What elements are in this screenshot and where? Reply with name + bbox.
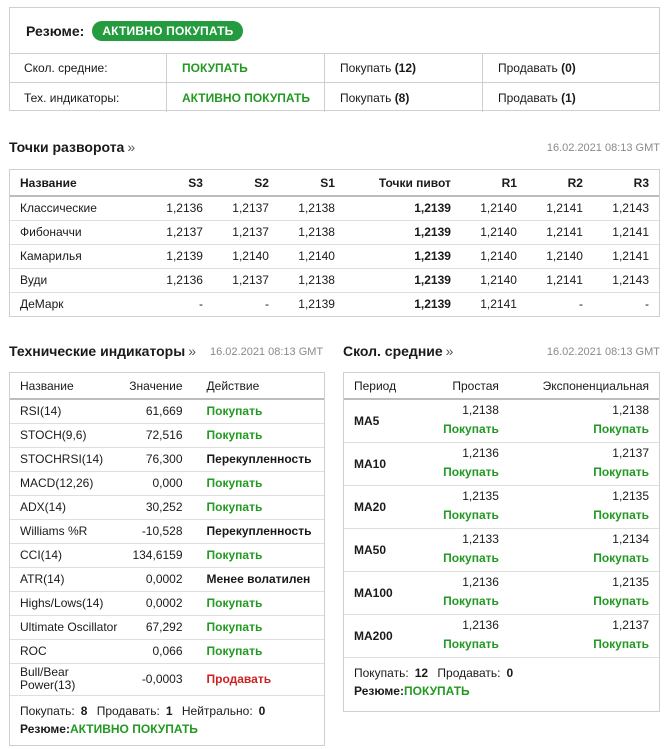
table-row	[10, 615, 324, 639]
ma-footer-summary	[354, 682, 649, 700]
ma-simple-action: Покупать	[443, 551, 499, 565]
col-exponential: Экспоненциальная	[509, 373, 659, 399]
col-action: Действие	[197, 373, 324, 399]
tech-indicators-table	[9, 372, 325, 746]
ma-exp-value: 1,2137	[612, 446, 649, 460]
pivot-cell: 1,2140	[213, 244, 279, 268]
pivot-cell: 1,2140	[461, 220, 527, 244]
table-row	[10, 196, 659, 220]
ma-exp-value: 1,2135	[612, 575, 649, 589]
table-row	[344, 399, 659, 442]
summary-row-name: Тех. индикаторы:	[10, 83, 167, 112]
pivot-cell: Фибоначчи	[10, 220, 147, 244]
indicator-action: Покупать	[197, 399, 324, 423]
ma-exp	[509, 399, 659, 442]
buy-label: Покупать:	[20, 703, 75, 718]
summary-row-name: Скол. средние:	[10, 54, 167, 82]
ma-period: MA100	[344, 571, 424, 614]
ma-simple	[424, 614, 509, 657]
ma-exp	[509, 442, 659, 485]
pivot-cell: 1,2143	[593, 268, 659, 292]
summary-row-sell	[483, 54, 659, 82]
table-row	[10, 399, 324, 423]
indicator-value: 134,6159	[122, 543, 197, 567]
buy-count: (12)	[394, 61, 417, 75]
ma-simple	[424, 528, 509, 571]
indicator-name: Ultimate Oscillator	[10, 615, 122, 639]
pivot-cell: Классические	[10, 196, 147, 220]
summary-header	[10, 8, 659, 54]
pivot-cell: 1,2139	[147, 244, 213, 268]
indicator-name: STOCHRSI(14)	[10, 447, 122, 471]
ma-exp	[509, 571, 659, 614]
table-row	[10, 292, 659, 316]
moving-averages-table	[343, 372, 660, 712]
summary-row-sell	[483, 83, 659, 112]
col-r2: R2	[527, 170, 593, 196]
indicator-name: ADX(14)	[10, 495, 122, 519]
tech-timestamp: 16.02.2021 08:13 GMT	[210, 346, 324, 358]
indicator-action: Перекупленность	[197, 519, 324, 543]
pivot-cell: -	[645, 297, 649, 312]
pivot-cell: 1,2140	[461, 268, 527, 292]
ma-header-row	[344, 373, 659, 399]
tech-footer	[10, 696, 324, 738]
pivot-title-text[interactable]: Точки разворота	[9, 139, 125, 155]
table-row	[10, 268, 659, 292]
sell-label: Продавать:	[96, 703, 160, 718]
ma-exp-value: 1,2134	[612, 532, 649, 546]
ma-title-text[interactable]: Скол. средние	[343, 343, 443, 359]
table-row	[10, 519, 324, 543]
pivot-cell: 1,2138	[279, 220, 345, 244]
indicator-name: Highs/Lows(14)	[10, 591, 122, 615]
pivot-cell: 1,2140	[461, 244, 527, 268]
chevron-right-icon[interactable]: »	[445, 343, 454, 359]
col-name: Название	[10, 373, 122, 399]
table-row	[10, 567, 324, 591]
indicator-name: CCI(14)	[10, 543, 122, 567]
ma-title[interactable]	[343, 343, 453, 359]
pivot-cell: Вуди	[10, 268, 147, 292]
ma-footer	[344, 658, 659, 700]
pivot-cell: ДеМарк	[20, 297, 64, 312]
buy-count: 8	[80, 703, 88, 718]
table-row	[10, 495, 324, 519]
ma-simple-action: Покупать	[443, 422, 499, 437]
pivot-cell: 1,2141	[527, 196, 593, 220]
ma-exp-action: Покупать	[593, 594, 649, 608]
neutral-count: 0	[258, 703, 266, 718]
pivot-cell: 1,2140	[461, 196, 527, 220]
pivot-cell: 1,2139	[345, 244, 461, 268]
indicator-action: Перекупленность	[197, 447, 324, 471]
ma-exp	[509, 528, 659, 571]
pivot-cell: 1,2141	[480, 297, 517, 312]
summary-label: Резюме:	[20, 721, 70, 736]
indicator-name: ROC	[10, 639, 122, 663]
table-row	[344, 614, 659, 657]
tech-footer-summary	[20, 720, 314, 738]
col-s2: S2	[213, 170, 279, 196]
ma-simple-value: 1,2136	[462, 446, 499, 460]
chevron-right-icon[interactable]: »	[188, 343, 196, 359]
table-row	[10, 591, 324, 615]
chevron-right-icon[interactable]: »	[127, 139, 136, 155]
indicator-value: 0,0002	[122, 591, 197, 615]
indicator-value: 0,000	[122, 471, 197, 495]
sell-label: Продавать	[498, 61, 558, 75]
indicator-value: -10,528	[122, 519, 197, 543]
buy-count: 12	[414, 665, 429, 680]
sell-count: (1)	[561, 90, 576, 105]
sell-label: Продавать:	[437, 665, 501, 680]
buy-count: (8)	[394, 90, 410, 105]
pivot-table	[9, 169, 660, 317]
table-row	[10, 663, 324, 695]
ma-period: MA10	[344, 442, 424, 485]
sell-label: Продавать	[498, 90, 558, 105]
pivot-cell: -	[578, 297, 583, 312]
ma-period: MA50	[344, 528, 424, 571]
ma-simple-action: Покупать	[443, 594, 499, 608]
table-row	[10, 423, 324, 447]
col-pivot: Точки пивот	[345, 170, 461, 196]
ma-simple	[424, 571, 509, 614]
tech-title[interactable]	[9, 343, 196, 359]
table-row	[344, 571, 659, 614]
summary-row-signal: ПОКУПАТЬ	[167, 54, 325, 82]
pivot-cell: 1,2139	[345, 268, 461, 292]
ma-timestamp: 16.02.2021 08:13 GMT	[546, 346, 660, 358]
ma-exp-action: Покупать	[593, 465, 649, 479]
indicator-action: Продавать	[197, 663, 324, 695]
indicator-action: Покупать	[197, 639, 324, 663]
pivot-cell: 1,2139	[345, 196, 461, 220]
col-r1: R1	[461, 170, 527, 196]
col-s1: S1	[279, 170, 345, 196]
indicator-action: Покупать	[197, 591, 324, 615]
pivot-cell: -	[198, 297, 203, 312]
col-period: Период	[344, 373, 424, 399]
summary-label: Резюме:	[26, 22, 85, 39]
pivot-cell: 1,2137	[147, 220, 213, 244]
table-row	[10, 447, 324, 471]
buy-label: Покупать	[340, 61, 392, 75]
table-row	[344, 485, 659, 528]
summary-box	[9, 7, 660, 111]
buy-label: Покупать	[340, 90, 392, 105]
summary-row-tech	[10, 83, 659, 112]
pivot-timestamp: 16.02.2021 08:13 GMT	[546, 142, 660, 154]
pivot-cell: 1,2137	[213, 220, 279, 244]
summary-row-buy	[325, 83, 483, 112]
pivot-cell: 1,2137	[213, 268, 279, 292]
ma-period: MA5	[344, 399, 424, 442]
pivot-cell: 1,2138	[279, 268, 345, 292]
pivot-cell: 1,2137	[213, 196, 279, 220]
tech-title-text[interactable]: Технические индикаторы	[9, 343, 186, 359]
indicator-action: Менее волатилен	[197, 567, 324, 591]
ma-exp-action: Покупать	[593, 422, 649, 437]
sell-count: 1	[165, 703, 173, 718]
col-s3: S3	[147, 170, 213, 196]
pivot-cell: 1,2141	[593, 244, 659, 268]
ma-simple-value: 1,2133	[462, 532, 499, 546]
pivot-title[interactable]	[9, 139, 135, 155]
col-value: Значение	[122, 373, 197, 399]
summary-badge: АКТИВНО ПОКУПАТЬ	[92, 21, 243, 41]
indicator-name: Bull/Bear Power(13)	[10, 663, 122, 695]
tech-header-row	[10, 373, 324, 399]
pivot-cell: Камарилья	[10, 244, 147, 268]
pivot-cell: 1,2139	[345, 220, 461, 244]
pivot-cell: 1,2141	[527, 268, 593, 292]
indicator-value: 30,252	[122, 495, 197, 519]
indicator-value: 76,300	[122, 447, 197, 471]
indicator-action: Покупать	[197, 471, 324, 495]
ma-simple-value: 1,2135	[462, 489, 499, 503]
pivot-cell: 1,2136	[147, 268, 213, 292]
ma-period: MA200	[344, 614, 424, 657]
indicator-name: STOCH(9,6)	[10, 423, 122, 447]
indicator-name: ATR(14)	[10, 567, 122, 591]
table-row	[10, 220, 659, 244]
ma-exp-action: Покупать	[593, 637, 649, 651]
ma-period: MA20	[344, 485, 424, 528]
ma-simple-action: Покупать	[443, 465, 499, 479]
pivot-cell: 1,2140	[527, 244, 593, 268]
ma-exp	[509, 614, 659, 657]
summary-label: Резюме:	[354, 683, 404, 698]
indicator-action: Покупать	[197, 495, 324, 519]
ma-simple-action: Покупать	[443, 637, 499, 651]
table-row	[10, 471, 324, 495]
pivot-cell: 1,2141	[527, 220, 593, 244]
sell-count: (0)	[561, 61, 576, 75]
col-name: Название	[10, 170, 147, 196]
indicator-value: 61,669	[122, 399, 197, 423]
summary-row-ma	[10, 54, 659, 83]
pivot-header-row	[10, 170, 659, 196]
indicator-name: RSI(14)	[10, 399, 122, 423]
ma-simple-action: Покупать	[443, 508, 499, 522]
ma-simple	[424, 485, 509, 528]
neutral-label: Нейтрально:	[181, 703, 253, 718]
ma-simple-value: 1,2136	[462, 575, 499, 589]
pivot-cell: 1,2140	[279, 244, 345, 268]
buy-label: Покупать:	[354, 665, 409, 680]
ma-exp-action: Покупать	[593, 551, 649, 565]
table-row	[10, 244, 659, 268]
pivot-cell: 1,2139	[298, 297, 335, 312]
pivot-cell: 1,2138	[279, 196, 345, 220]
indicator-value: 72,516	[122, 423, 197, 447]
tech-footer-counts	[20, 702, 314, 720]
indicator-name: MACD(12,26)	[10, 471, 122, 495]
ma-exp-value: 1,2137	[612, 618, 649, 632]
indicator-action: Покупать	[197, 543, 324, 567]
pivot-cell: -	[264, 297, 269, 312]
ma-exp-value: 1,2135	[612, 489, 649, 503]
indicator-action: Покупать	[197, 615, 324, 639]
ma-exp	[509, 485, 659, 528]
col-simple: Простая	[424, 373, 509, 399]
ma-exp-value: 1,2138	[612, 403, 649, 418]
ma-simple	[424, 399, 509, 442]
summary-row-signal: АКТИВНО ПОКУПАТЬ	[167, 83, 325, 112]
ma-simple	[424, 442, 509, 485]
table-row	[10, 543, 324, 567]
pivot-cell: 1,2141	[593, 220, 659, 244]
summary-value: ПОКУПАТЬ	[403, 683, 470, 698]
ma-simple-value: 1,2138	[462, 403, 499, 418]
indicator-value: 0,0002	[122, 567, 197, 591]
ma-simple-value: 1,2136	[462, 618, 499, 632]
indicator-value: 67,292	[122, 615, 197, 639]
sell-count: 0	[506, 665, 514, 680]
summary-row-buy	[325, 54, 483, 82]
table-row	[344, 442, 659, 485]
col-r3: R3	[593, 170, 659, 196]
indicator-name: Williams %R	[10, 519, 122, 543]
indicator-action: Покупать	[197, 423, 324, 447]
pivot-cell: 1,2139	[414, 297, 451, 312]
pivot-cell: 1,2136	[147, 196, 213, 220]
ma-footer-counts	[354, 664, 649, 682]
indicator-value: 0,066	[122, 639, 197, 663]
ma-exp-action: Покупать	[593, 508, 649, 522]
table-row	[344, 528, 659, 571]
indicator-value: -0,0003	[122, 663, 197, 695]
summary-value: АКТИВНО ПОКУПАТЬ	[69, 721, 198, 736]
pivot-cell: 1,2143	[593, 196, 659, 220]
table-row	[10, 639, 324, 663]
